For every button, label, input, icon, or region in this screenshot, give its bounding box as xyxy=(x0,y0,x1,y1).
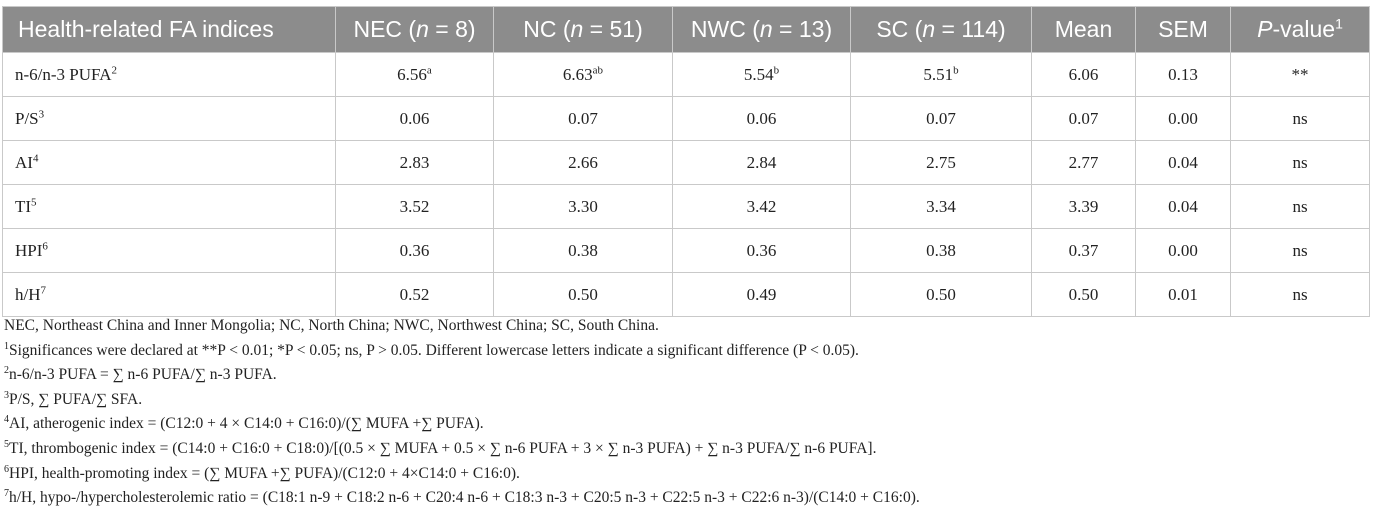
footnote-text: NEC, Northeast China and Inner Mongolia; NC, North China; NWC, Northwest China; SC, South China. xyxy=(4,317,659,334)
cell-value: 3.42 xyxy=(746,196,777,216)
cell-value: 0.49 xyxy=(746,284,777,304)
cell-nc xyxy=(494,185,673,229)
significance-letter: b xyxy=(773,63,780,76)
footnote-text: AI, atherogenic index = (C12:0 + 4 × C14:0 + C16:0)/(∑ MUFA +∑ PUFA). xyxy=(9,415,484,433)
cell-value: 2.75 xyxy=(926,152,956,172)
row-label: P/S xyxy=(15,108,39,128)
footnote-marker: 2 xyxy=(111,63,117,76)
table-header-row xyxy=(3,7,1370,53)
significance-letter: a xyxy=(426,63,432,76)
cell-mean xyxy=(1032,229,1136,273)
footnote-marker: 4 xyxy=(32,151,39,164)
cell-nwc xyxy=(673,141,851,185)
header-nwc: NWC (n = 13) xyxy=(673,7,851,53)
cell-value: 2.66 xyxy=(568,152,598,172)
header-p-value: P-value$^1$ xyxy=(1231,7,1370,53)
row-label-cell xyxy=(3,185,336,229)
cell-sc xyxy=(851,141,1032,185)
header-fa-indices: Health-related FA indices xyxy=(3,7,336,53)
table-row xyxy=(3,141,1370,185)
row-label: TI xyxy=(15,196,32,216)
cell-nwc xyxy=(673,97,851,141)
footnote xyxy=(4,339,1369,364)
cell-sem xyxy=(1136,141,1231,185)
cell-value: 0.52 xyxy=(399,284,430,304)
row-label-cell xyxy=(3,97,336,141)
footnote-marker: 7 xyxy=(40,283,46,296)
cell-p-value xyxy=(1231,53,1370,97)
cell-nec xyxy=(336,97,494,141)
cell-mean xyxy=(1032,141,1136,185)
cell-value: 0.01 xyxy=(1168,284,1198,304)
cell-p-value xyxy=(1231,141,1370,185)
footnote-number: 2 xyxy=(4,365,9,377)
cell-value: ns xyxy=(1292,152,1308,172)
cell-nc xyxy=(494,97,673,141)
cell-value: 6.63 xyxy=(562,64,593,84)
cell-mean xyxy=(1032,53,1136,97)
row-label-cell xyxy=(3,53,336,97)
header-mean: Mean xyxy=(1032,7,1136,53)
cell-nec xyxy=(336,141,494,185)
cell-value: 0.38 xyxy=(926,240,956,260)
cell-nwc xyxy=(673,273,851,317)
table-body xyxy=(3,53,1370,317)
footnote-number: 1 xyxy=(4,340,9,352)
cell-value: 0.38 xyxy=(568,240,598,260)
footnote-text: Significances were declared at **P < 0.01; *P < 0.05; ns, P > 0.05. Different lowercase letters indicate a significant difference (P < 0.05). xyxy=(9,341,859,359)
cell-p-value xyxy=(1231,97,1370,141)
cell-value: 5.54 xyxy=(743,64,774,84)
cell-nwc xyxy=(673,185,851,229)
footnote-number: 6 xyxy=(4,463,9,475)
cell-value: 0.04 xyxy=(1168,152,1198,172)
cell-p-value xyxy=(1231,229,1370,273)
cell-nec xyxy=(336,273,494,317)
cell-value: 0.00 xyxy=(1168,240,1198,260)
row-label-cell xyxy=(3,141,336,185)
footnote-text: P/S, ∑ PUFA/∑ SFA. xyxy=(9,390,143,408)
cell-value: 3.39 xyxy=(1068,196,1099,216)
cell-value: 3.52 xyxy=(399,196,430,216)
cell-sc xyxy=(851,273,1032,317)
cell-nwc xyxy=(673,229,851,273)
footnote xyxy=(4,486,1369,511)
cell-value: 0.37 xyxy=(1068,240,1099,260)
row-label: HPI xyxy=(15,240,43,260)
footnote xyxy=(4,363,1369,388)
cell-value: ns xyxy=(1292,284,1308,304)
cell-sem xyxy=(1136,229,1231,273)
row-label: h/H xyxy=(15,284,41,304)
cell-value: ns xyxy=(1292,240,1308,260)
footnote-marker: 5 xyxy=(31,195,37,208)
cell-value: 0.50 xyxy=(926,284,956,304)
footnote xyxy=(4,462,1369,487)
cell-value: 0.50 xyxy=(568,284,598,304)
cell-value: 0.36 xyxy=(746,240,777,260)
cell-nc xyxy=(494,229,673,273)
cell-sc xyxy=(851,229,1032,273)
cell-nec xyxy=(336,185,494,229)
cell-value: 3.34 xyxy=(926,196,956,216)
cell-value: 0.50 xyxy=(1068,284,1099,304)
footnote xyxy=(4,314,1369,339)
cell-nec xyxy=(336,229,494,273)
cell-value: 2.77 xyxy=(1068,152,1099,172)
cell-value: ** xyxy=(1291,64,1309,84)
cell-value: 0.36 xyxy=(399,240,430,260)
row-label-cell xyxy=(3,229,336,273)
cell-value: ns xyxy=(1292,196,1308,216)
cell-nc xyxy=(494,53,673,97)
row-label: n-6/n-3 PUFA xyxy=(15,64,112,84)
cell-nc xyxy=(494,273,673,317)
cell-mean xyxy=(1032,185,1136,229)
significance-letter: b xyxy=(953,63,959,76)
table-row xyxy=(3,229,1370,273)
footnote-number: 7 xyxy=(4,488,9,499)
cell-value: 2.84 xyxy=(746,152,777,172)
cell-value: 0.06 xyxy=(399,108,430,128)
header-sc: SC (n = 114) xyxy=(851,7,1032,53)
cell-value: ns xyxy=(1292,108,1308,128)
footnote-text: h/H, hypo-/hypercholesterolemic ratio = (C18:1 n-9 + C18:2 n-6 + C20:4 n-6 + C18:3 n-3 + C20:5 n-3 + C22:5 n-3 + C22:6 n-3)/(C14:0 + C16:0). xyxy=(9,489,920,507)
cell-nc xyxy=(494,141,673,185)
row-label: AI xyxy=(15,152,33,172)
cell-p-value xyxy=(1231,185,1370,229)
cell-sem xyxy=(1136,273,1231,317)
header-nec: NEC (n = 8) xyxy=(336,7,494,53)
table-footnotes xyxy=(4,314,1369,511)
footnote xyxy=(4,437,1369,462)
footnote xyxy=(4,412,1369,437)
table-row xyxy=(3,273,1370,317)
footnote-number: 3 xyxy=(4,389,9,401)
fa-indices-table xyxy=(2,6,1370,317)
footnote-marker: 3 xyxy=(38,107,45,120)
cell-value: 3.30 xyxy=(568,196,598,216)
cell-value: 5.51 xyxy=(923,64,954,84)
significance-letter: ab xyxy=(592,63,604,76)
footnote-text: n-6/n-3 PUFA = ∑ n-6 PUFA/∑ n-3 PUFA. xyxy=(9,366,277,384)
cell-sc xyxy=(851,97,1032,141)
cell-sc xyxy=(851,53,1032,97)
footnote xyxy=(4,388,1369,413)
cell-sem xyxy=(1136,185,1231,229)
cell-nwc xyxy=(673,53,851,97)
cell-value: 6.56 xyxy=(397,64,427,84)
cell-nec xyxy=(336,53,494,97)
footnote-number: 5 xyxy=(4,438,9,450)
table-row xyxy=(3,185,1370,229)
cell-sem xyxy=(1136,97,1231,141)
cell-value: 0.06 xyxy=(746,108,777,128)
footnote-marker: 6 xyxy=(42,239,48,252)
table-row xyxy=(3,53,1370,97)
footnote-text: TI, thrombogenic index = (C14:0 + C16:0 + C18:0)/[(0.5 × ∑ MUFA + 0.5 × ∑ n-6 PUFA + 3 × ∑ n-3 PUFA) + ∑ n-3 PUFA/∑ n-6 PUFA]. xyxy=(9,439,877,457)
cell-mean xyxy=(1032,273,1136,317)
cell-mean xyxy=(1032,97,1136,141)
row-label-cell xyxy=(3,273,336,317)
cell-value: 6.06 xyxy=(1068,64,1099,84)
cell-p-value xyxy=(1231,273,1370,317)
cell-value: 0.07 xyxy=(568,108,598,128)
cell-value: 0.00 xyxy=(1168,108,1198,128)
cell-value: 0.07 xyxy=(1068,108,1099,128)
footnote-text: HPI, health-promoting index = (∑ MUFA +∑ PUFA)/(C12:0 + 4×C14:0 + C16:0). xyxy=(9,464,520,482)
cell-value: 2.83 xyxy=(399,152,430,172)
header-nc: NC (n = 51) xyxy=(494,7,673,53)
footnote-number: 4 xyxy=(4,414,9,426)
cell-value: 0.04 xyxy=(1168,196,1198,216)
table-row xyxy=(3,97,1370,141)
header-sem: SEM xyxy=(1136,7,1231,53)
cell-value: 0.07 xyxy=(926,108,956,128)
cell-value: 0.13 xyxy=(1168,64,1198,84)
cell-sem xyxy=(1136,53,1231,97)
cell-sc xyxy=(851,185,1032,229)
